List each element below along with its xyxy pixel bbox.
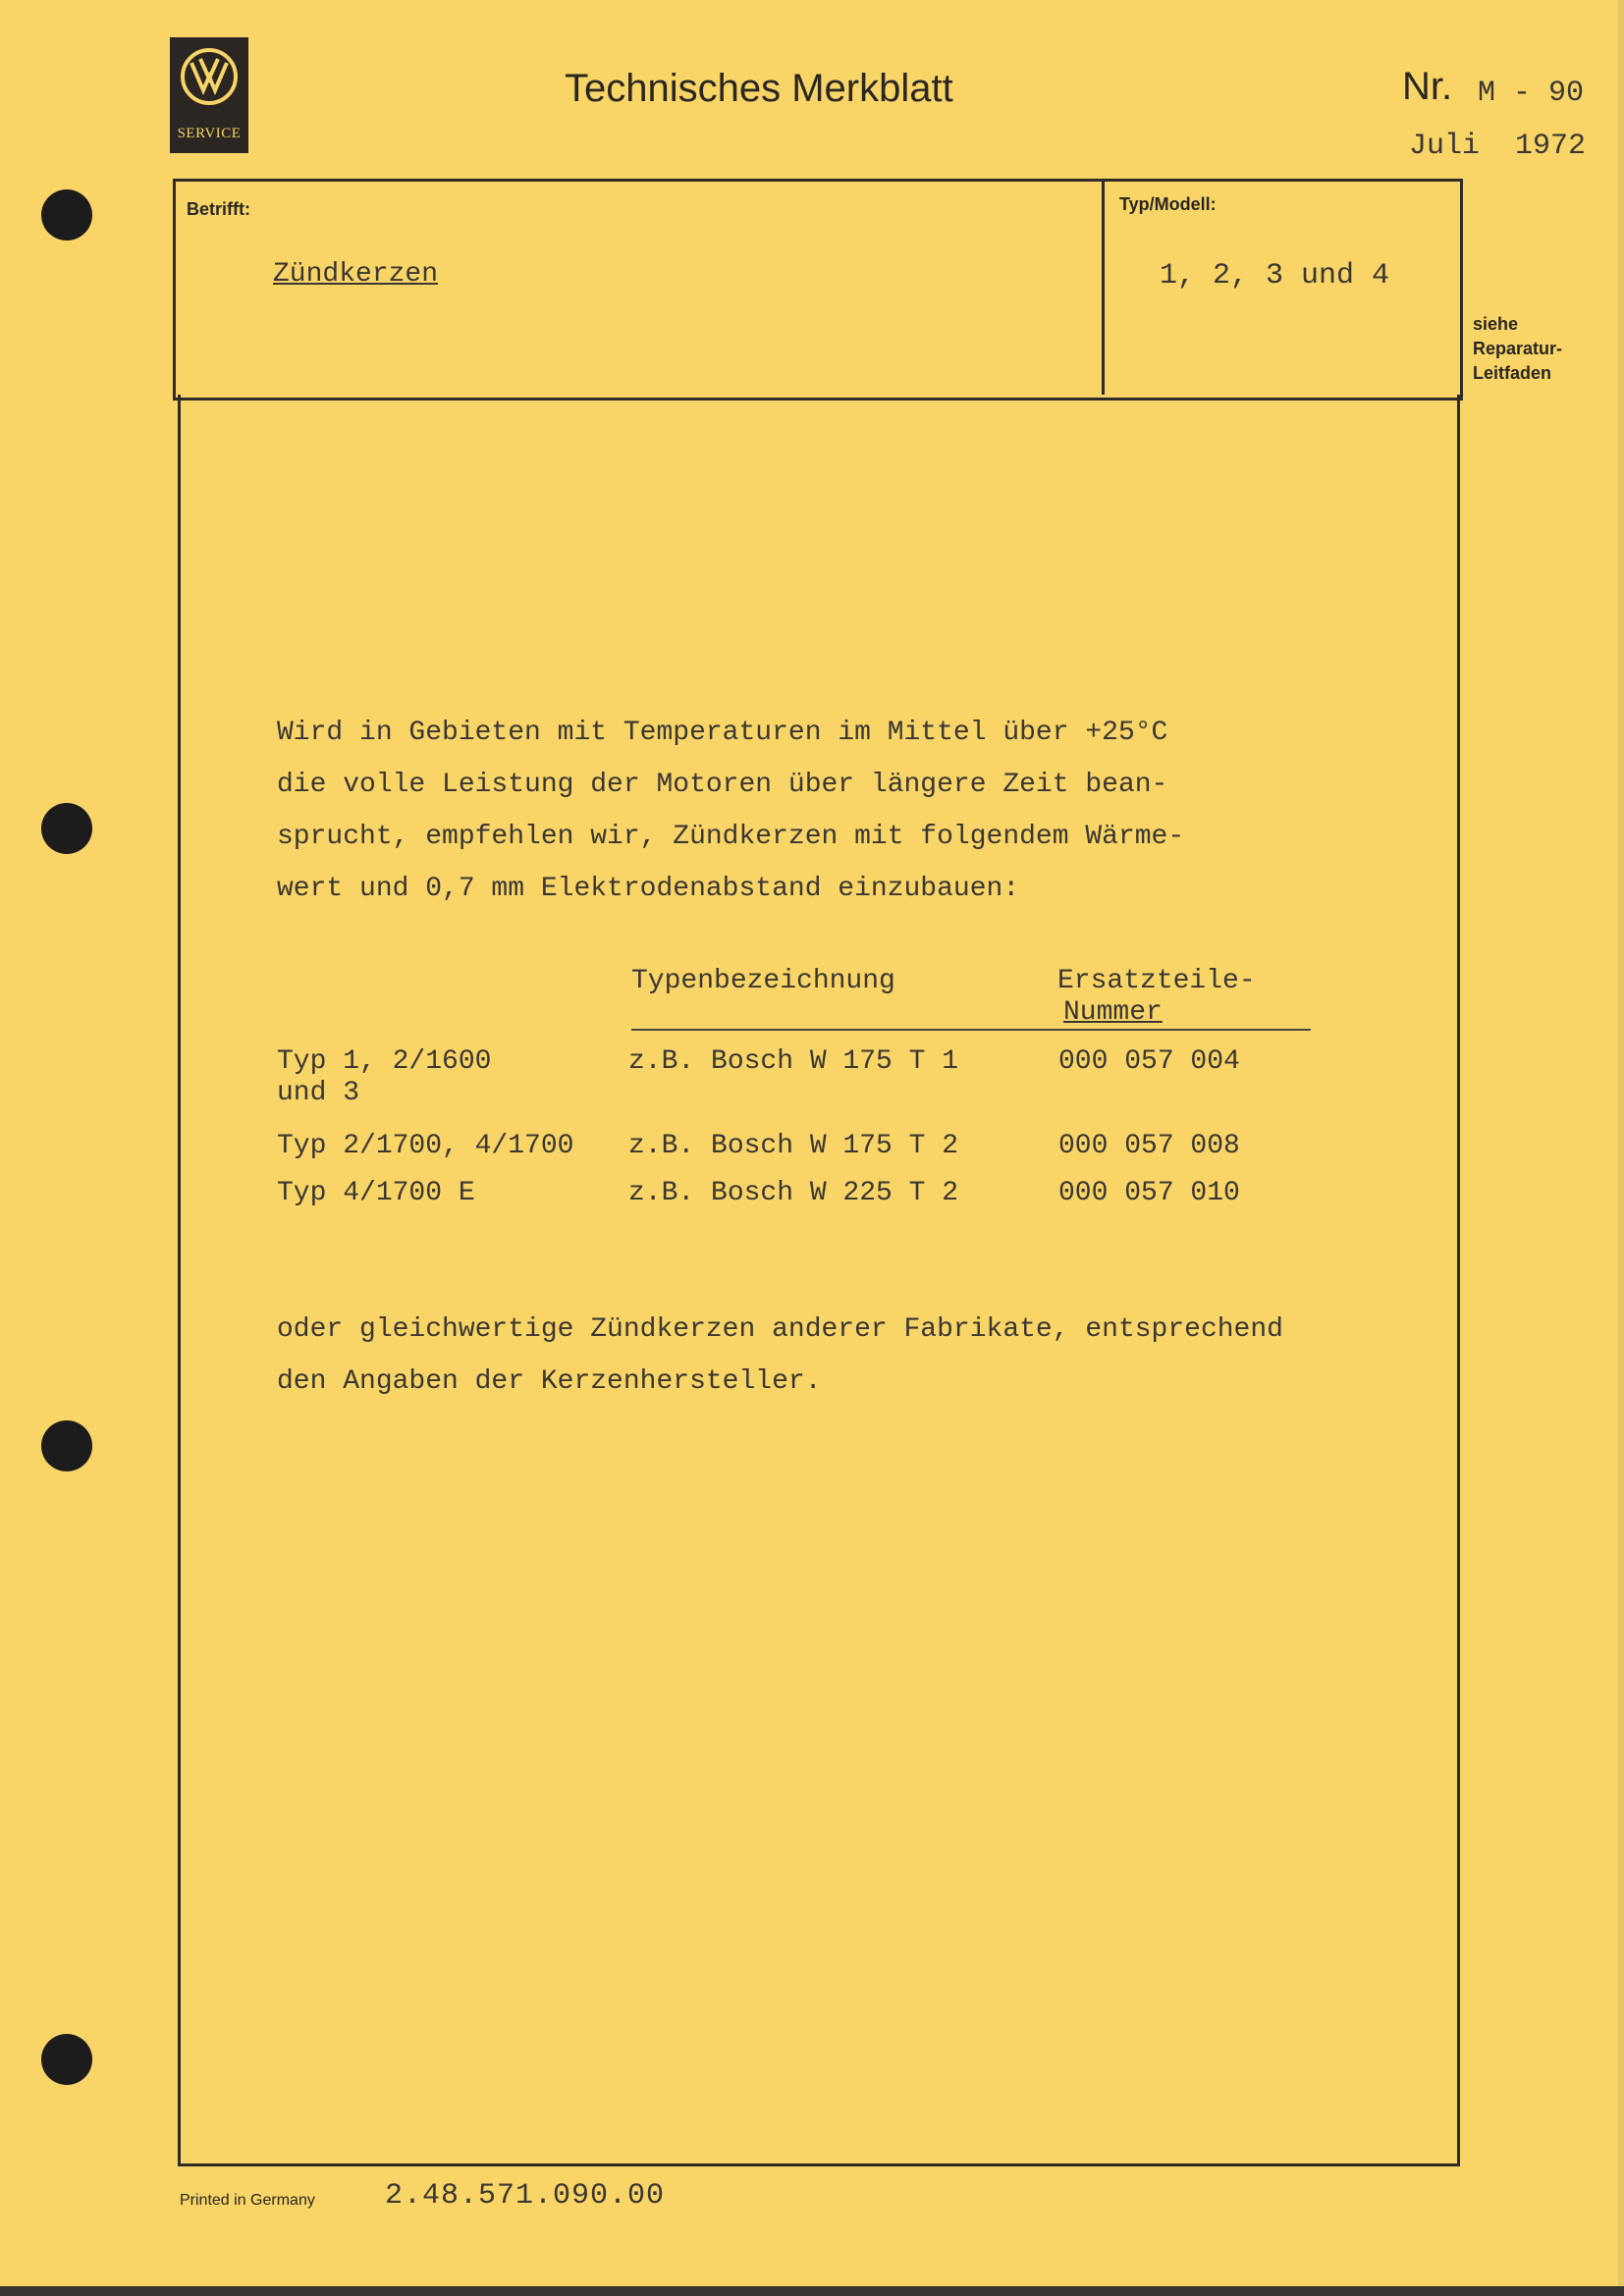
table-header-part-2: Nummer — [1063, 997, 1163, 1028]
document-date: Juli 1972 — [1409, 130, 1587, 163]
model-label: Typ/Modell: — [1119, 194, 1217, 214]
punch-hole — [41, 2034, 92, 2085]
print-number: 2.48.571.090.00 — [385, 2179, 666, 2213]
punch-hole — [41, 803, 92, 854]
closing-line: den Angaben der Kerzenhersteller. — [277, 1366, 822, 1397]
intro-line: wert und 0,7 mm Elektrodenabstand einzubauen: — [277, 874, 1020, 904]
table-header-type: Typenbezeichnung — [631, 966, 895, 996]
body-frame-left — [178, 395, 181, 2163]
table-header-part: Ersatzteile- — [1057, 966, 1256, 996]
vw-service-logo — [170, 37, 248, 153]
side-note-line: Leitfaden — [1473, 363, 1552, 383]
subject-label: Betrifft: — [187, 199, 250, 219]
closing-line: oder gleichwertige Zündkerzen anderer Fabrikate, entsprechend — [277, 1314, 1283, 1345]
model-list: 1, 2, 3 und 4 — [1160, 259, 1390, 293]
table-cell-part: 000 057 010 — [1058, 1178, 1240, 1208]
side-note-line: Reparatur- — [1473, 339, 1563, 358]
vw-icon — [178, 45, 241, 108]
printed-in-label: Printed in Germany — [180, 2192, 315, 2209]
punch-hole — [41, 189, 92, 240]
body-frame-bottom — [178, 2163, 1460, 2166]
closing-paragraph — [277, 1304, 1406, 1408]
document-title: Technisches Merkblatt — [565, 67, 953, 110]
table-cell-part: 000 057 008 — [1058, 1131, 1240, 1161]
subject-text: Zündkerzen — [273, 259, 439, 290]
table-cell-part: 000 057 004 — [1058, 1046, 1240, 1077]
page-edge-right — [1618, 0, 1624, 2296]
page-edge-bottom — [0, 2286, 1624, 2296]
subject-box-divider — [1102, 179, 1105, 395]
logo-service-text: SERVICE — [177, 126, 242, 141]
table-cell-type: z.B. Bosch W 175 T 1 — [628, 1046, 959, 1077]
side-note — [1473, 312, 1562, 386]
side-note-line: siehe — [1473, 314, 1519, 334]
table-cell-model: Typ 4/1700 E — [277, 1178, 475, 1208]
table-header-rule — [631, 1029, 1311, 1031]
table-cell-type: z.B. Bosch W 225 T 2 — [628, 1178, 959, 1208]
intro-paragraph — [277, 707, 1406, 915]
table-cell-type: z.B. Bosch W 175 T 2 — [628, 1131, 959, 1161]
table-cell-model: Typ 1, 2/1600 und 3 — [277, 1046, 492, 1108]
intro-line: Wird in Gebieten mit Temperaturen im Mittel über +25°C — [277, 718, 1168, 748]
body-frame-right — [1457, 395, 1460, 2163]
table-cell-model: Typ 2/1700, 4/1700 — [277, 1131, 574, 1161]
document-number: M - 90 — [1478, 77, 1585, 110]
intro-line: die volle Leistung der Motoren über längere Zeit bean- — [277, 770, 1168, 800]
number-label: Nr. — [1402, 65, 1453, 108]
intro-line: sprucht, empfehlen wir, Zündkerzen mit folgendem Wärme- — [277, 822, 1185, 852]
punch-hole — [41, 1420, 92, 1471]
